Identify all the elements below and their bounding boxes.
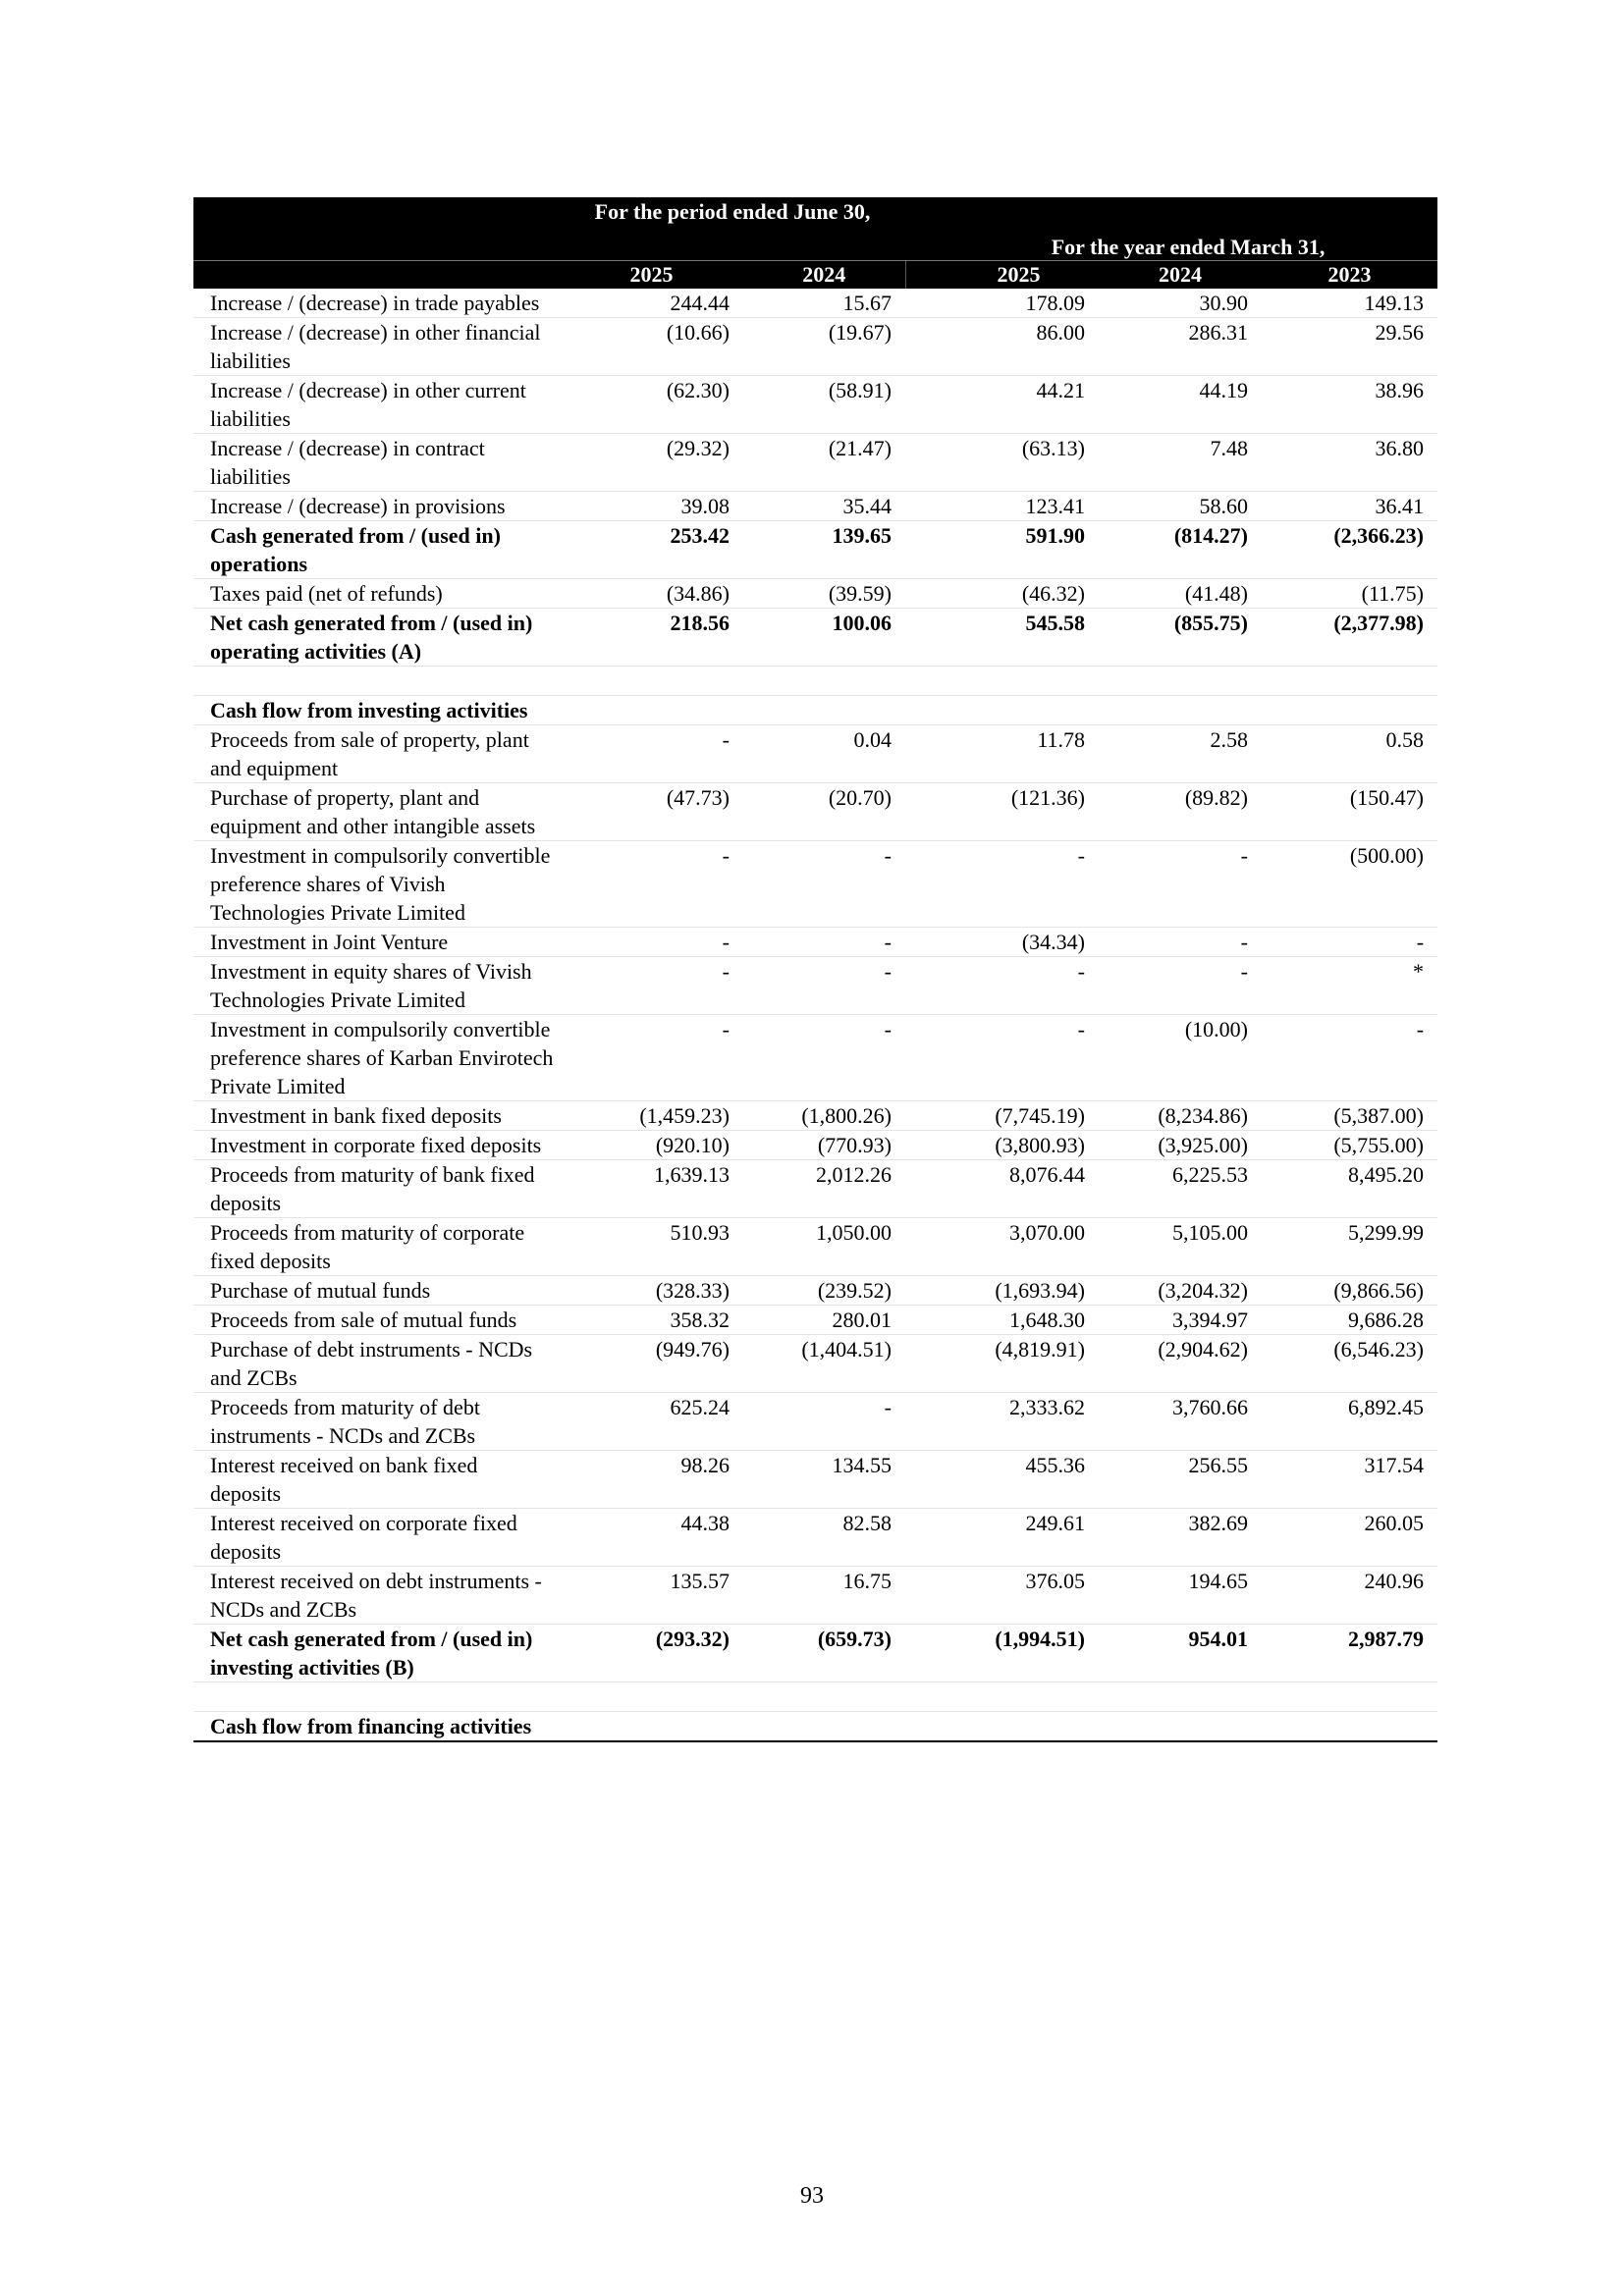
year-header: For the year ended March 31,	[939, 197, 1437, 261]
value-cell: (3,204.32)	[1099, 1276, 1262, 1306]
value-cell: 135.57	[560, 1567, 743, 1625]
value-cell: 123.41	[939, 492, 1099, 521]
row-label: Cash flow from investing activities	[193, 696, 560, 725]
gap-cell	[905, 1160, 939, 1218]
table-row	[193, 1451, 1437, 1509]
value-cell: (41.48)	[1099, 579, 1262, 609]
value-cell: 15.67	[743, 289, 905, 318]
gap-cell	[905, 289, 939, 318]
value-cell: (89.82)	[1099, 783, 1262, 841]
value-cell	[743, 667, 905, 696]
table-row	[193, 1276, 1437, 1306]
value-cell: -	[1099, 928, 1262, 957]
table-row	[193, 1101, 1437, 1131]
row-label: Cash flow from financing activities	[193, 1712, 560, 1742]
value-cell: 5,105.00	[1099, 1218, 1262, 1276]
table-row	[193, 928, 1437, 957]
gap-cell	[905, 609, 939, 667]
gap-cell	[905, 783, 939, 841]
value-cell: (39.59)	[743, 579, 905, 609]
value-cell: 1,639.13	[560, 1160, 743, 1218]
value-cell: -	[743, 841, 905, 928]
value-cell: 244.44	[560, 289, 743, 318]
value-cell: 358.32	[560, 1306, 743, 1335]
value-cell: 286.31	[1099, 318, 1262, 376]
table-row	[193, 1218, 1437, 1276]
column-header: 2024	[1099, 261, 1262, 290]
value-cell: 3,394.97	[1099, 1306, 1262, 1335]
value-cell: 5,299.99	[1262, 1218, 1437, 1276]
table-row	[193, 1567, 1437, 1625]
table-row	[193, 1682, 1437, 1712]
value-cell: (2,366.23)	[1262, 521, 1437, 579]
table-row	[193, 783, 1437, 841]
row-label: Increase / (decrease) in other financial liabilities	[193, 318, 560, 376]
column-header: 2025	[560, 261, 743, 290]
row-label	[193, 1682, 560, 1712]
value-cell: (46.32)	[939, 579, 1099, 609]
value-cell: 139.65	[743, 521, 905, 579]
gap-cell	[905, 1131, 939, 1160]
table-row	[193, 1131, 1437, 1160]
table-row	[193, 841, 1437, 928]
value-cell: -	[1262, 1015, 1437, 1101]
value-cell: (58.91)	[743, 376, 905, 434]
value-cell: 625.24	[560, 1393, 743, 1451]
gap-cell	[905, 1218, 939, 1276]
value-cell: (20.70)	[743, 783, 905, 841]
table-row	[193, 1160, 1437, 1218]
row-label: Purchase of mutual funds	[193, 1276, 560, 1306]
value-cell: 16.75	[743, 1567, 905, 1625]
value-cell: -	[560, 841, 743, 928]
value-cell: (814.27)	[1099, 521, 1262, 579]
value-cell: -	[939, 841, 1099, 928]
value-cell: 260.05	[1262, 1509, 1437, 1567]
value-cell: 35.44	[743, 492, 905, 521]
value-cell: (8,234.86)	[1099, 1101, 1262, 1131]
gap-cell	[905, 1712, 939, 1742]
value-cell: -	[1099, 841, 1262, 928]
column-header: 2025	[939, 261, 1099, 290]
period-header: For the period ended June 30,	[560, 197, 905, 261]
value-cell	[560, 1682, 743, 1712]
value-cell	[1099, 696, 1262, 725]
value-cell	[1262, 667, 1437, 696]
value-cell: (9,866.56)	[1262, 1276, 1437, 1306]
gap-cell	[905, 579, 939, 609]
value-cell	[939, 1682, 1099, 1712]
value-cell: 58.60	[1099, 492, 1262, 521]
value-cell: 253.42	[560, 521, 743, 579]
row-label: Interest received on corporate fixed deposits	[193, 1509, 560, 1567]
row-label: Proceeds from maturity of bank fixed deposits	[193, 1160, 560, 1218]
value-cell: 376.05	[939, 1567, 1099, 1625]
table-row	[193, 1015, 1437, 1101]
value-cell: (1,404.51)	[743, 1335, 905, 1393]
value-cell: 44.38	[560, 1509, 743, 1567]
value-cell: 1,648.30	[939, 1306, 1099, 1335]
value-cell: -	[560, 957, 743, 1015]
gap-cell	[905, 492, 939, 521]
value-cell: 8,495.20	[1262, 1160, 1437, 1218]
gap-cell	[905, 1451, 939, 1509]
value-cell: 256.55	[1099, 1451, 1262, 1509]
row-label	[193, 667, 560, 696]
table-row	[193, 725, 1437, 783]
value-cell: (949.76)	[560, 1335, 743, 1393]
value-cell: (3,800.93)	[939, 1131, 1099, 1160]
value-cell: 218.56	[560, 609, 743, 667]
value-cell: -	[560, 1015, 743, 1101]
value-cell: (1,800.26)	[743, 1101, 905, 1131]
gap-cell	[905, 928, 939, 957]
value-cell: (2,904.62)	[1099, 1335, 1262, 1393]
header-gap	[905, 197, 939, 261]
page-number: 93	[800, 2183, 824, 2209]
value-cell: 240.96	[1262, 1567, 1437, 1625]
gap-cell	[905, 521, 939, 579]
value-cell: 9,686.28	[1262, 1306, 1437, 1335]
table-row	[193, 1335, 1437, 1393]
value-cell: 39.08	[560, 492, 743, 521]
value-cell: (6,546.23)	[1262, 1335, 1437, 1393]
value-cell: 36.41	[1262, 492, 1437, 521]
value-cell: (121.36)	[939, 783, 1099, 841]
row-label: Net cash generated from / (used in) investing activities (B)	[193, 1625, 560, 1682]
value-cell	[743, 1712, 905, 1742]
column-header: 2023	[1262, 261, 1437, 290]
value-cell: -	[939, 957, 1099, 1015]
row-label: Investment in corporate fixed deposits	[193, 1131, 560, 1160]
value-cell: (659.73)	[743, 1625, 905, 1682]
gap-cell	[905, 841, 939, 928]
value-cell: *	[1262, 957, 1437, 1015]
value-cell	[939, 1712, 1099, 1742]
table-row	[193, 1625, 1437, 1682]
gap-cell	[905, 376, 939, 434]
value-cell: (19.67)	[743, 318, 905, 376]
value-cell: -	[743, 957, 905, 1015]
value-cell	[1262, 696, 1437, 725]
gap-cell	[905, 434, 939, 492]
value-cell: 2,333.62	[939, 1393, 1099, 1451]
value-cell: (4,819.91)	[939, 1335, 1099, 1393]
value-cell: 3,760.66	[1099, 1393, 1262, 1451]
row-label: Investment in compulsorily convertible preference shares of Karban Envirotech Private Limited	[193, 1015, 560, 1101]
value-cell: (1,459.23)	[560, 1101, 743, 1131]
value-cell: 382.69	[1099, 1509, 1262, 1567]
table-row	[193, 1509, 1437, 1567]
value-cell: 149.13	[1262, 289, 1437, 318]
table-row	[193, 1393, 1437, 1451]
value-cell: (920.10)	[560, 1131, 743, 1160]
table-row	[193, 957, 1437, 1015]
gap-cell	[905, 1335, 939, 1393]
row-label: Proceeds from sale of mutual funds	[193, 1306, 560, 1335]
value-cell: -	[1099, 957, 1262, 1015]
header-blank	[193, 261, 560, 290]
value-cell: 44.19	[1099, 376, 1262, 434]
value-cell: 11.78	[939, 725, 1099, 783]
value-cell: (5,755.00)	[1262, 1131, 1437, 1160]
value-cell: 98.26	[560, 1451, 743, 1509]
gap-cell	[905, 1306, 939, 1335]
row-label: Taxes paid (net of refunds)	[193, 579, 560, 609]
row-label: Cash generated from / (used in) operations	[193, 521, 560, 579]
value-cell: 36.80	[1262, 434, 1437, 492]
value-cell: 44.21	[939, 376, 1099, 434]
row-label: Interest received on debt instruments - NCDs and ZCBs	[193, 1567, 560, 1625]
value-cell: (239.52)	[743, 1276, 905, 1306]
value-cell: (34.86)	[560, 579, 743, 609]
value-cell: 591.90	[939, 521, 1099, 579]
table-row	[193, 376, 1437, 434]
column-header: 2024	[743, 261, 905, 290]
value-cell: (293.32)	[560, 1625, 743, 1682]
gap-cell	[905, 696, 939, 725]
gap-cell	[905, 1625, 939, 1682]
value-cell: (500.00)	[1262, 841, 1437, 928]
row-label: Proceeds from maturity of corporate fixed deposits	[193, 1218, 560, 1276]
value-cell: 8,076.44	[939, 1160, 1099, 1218]
gap-cell	[905, 725, 939, 783]
value-cell: (47.73)	[560, 783, 743, 841]
row-label: Interest received on bank fixed deposits	[193, 1451, 560, 1509]
row-label: Purchase of property, plant and equipment and other intangible assets	[193, 783, 560, 841]
value-cell: -	[743, 1393, 905, 1451]
table-row	[193, 579, 1437, 609]
value-cell: (21.47)	[743, 434, 905, 492]
value-cell	[560, 1712, 743, 1742]
row-label: Increase / (decrease) in contract liabilities	[193, 434, 560, 492]
value-cell: (855.75)	[1099, 609, 1262, 667]
value-cell: 545.58	[939, 609, 1099, 667]
value-cell: (34.34)	[939, 928, 1099, 957]
row-label: Increase / (decrease) in trade payables	[193, 289, 560, 318]
value-cell: 2.58	[1099, 725, 1262, 783]
value-cell: (29.32)	[560, 434, 743, 492]
value-cell: (10.00)	[1099, 1015, 1262, 1101]
value-cell: -	[939, 1015, 1099, 1101]
row-label: Proceeds from sale of property, plant and equipment	[193, 725, 560, 783]
value-cell: 6,225.53	[1099, 1160, 1262, 1218]
value-cell	[1099, 1682, 1262, 1712]
value-cell	[560, 667, 743, 696]
value-cell: 82.58	[743, 1509, 905, 1567]
value-cell: 38.96	[1262, 376, 1437, 434]
table-row	[193, 696, 1437, 725]
value-cell: 194.65	[1099, 1567, 1262, 1625]
gap-cell	[905, 1393, 939, 1451]
value-cell	[939, 667, 1099, 696]
row-label: Investment in Joint Venture	[193, 928, 560, 957]
header-gap	[905, 261, 939, 290]
gap-cell	[905, 1015, 939, 1101]
value-cell: -	[743, 1015, 905, 1101]
row-label: Increase / (decrease) in other current liabilities	[193, 376, 560, 434]
gap-cell	[905, 1101, 939, 1131]
value-cell: 178.09	[939, 289, 1099, 318]
value-cell: 2,987.79	[1262, 1625, 1437, 1682]
value-cell: (2,377.98)	[1262, 609, 1437, 667]
value-cell	[560, 696, 743, 725]
table-row	[193, 1712, 1437, 1742]
row-label: Purchase of debt instruments - NCDs and ZCBs	[193, 1335, 560, 1393]
value-cell: (7,745.19)	[939, 1101, 1099, 1131]
row-label: Increase / (decrease) in provisions	[193, 492, 560, 521]
value-cell: 954.01	[1099, 1625, 1262, 1682]
value-cell	[939, 696, 1099, 725]
value-cell: -	[560, 928, 743, 957]
table-header	[193, 197, 1437, 289]
value-cell: 30.90	[1099, 289, 1262, 318]
value-cell: 2,012.26	[743, 1160, 905, 1218]
gap-cell	[905, 1509, 939, 1567]
table-row	[193, 609, 1437, 667]
value-cell: (150.47)	[1262, 783, 1437, 841]
value-cell: (62.30)	[560, 376, 743, 434]
table-row	[193, 492, 1437, 521]
value-cell	[1099, 1712, 1262, 1742]
value-cell	[743, 696, 905, 725]
value-cell: 317.54	[1262, 1451, 1437, 1509]
value-cell: 0.58	[1262, 725, 1437, 783]
value-cell: 0.04	[743, 725, 905, 783]
value-cell: -	[1262, 928, 1437, 957]
gap-cell	[905, 667, 939, 696]
value-cell: (11.75)	[1262, 579, 1437, 609]
row-label: Net cash generated from / (used in) operating activities (A)	[193, 609, 560, 667]
value-cell: (63.13)	[939, 434, 1099, 492]
value-cell: 455.36	[939, 1451, 1099, 1509]
row-label: Investment in equity shares of Vivish Technologies Private Limited	[193, 957, 560, 1015]
table-row	[193, 521, 1437, 579]
cash-flow-statement-page	[193, 197, 1437, 1742]
gap-cell	[905, 1276, 939, 1306]
value-cell: 7.48	[1099, 434, 1262, 492]
value-cell: 100.06	[743, 609, 905, 667]
row-label: Proceeds from maturity of debt instruments - NCDs and ZCBs	[193, 1393, 560, 1451]
value-cell: (5,387.00)	[1262, 1101, 1437, 1131]
value-cell: 134.55	[743, 1451, 905, 1509]
cash-flow-table	[193, 197, 1437, 1742]
row-label: Investment in bank fixed deposits	[193, 1101, 560, 1131]
table-row	[193, 318, 1437, 376]
value-cell: 510.93	[560, 1218, 743, 1276]
value-cell: 249.61	[939, 1509, 1099, 1567]
value-cell: 86.00	[939, 318, 1099, 376]
value-cell: (770.93)	[743, 1131, 905, 1160]
gap-cell	[905, 1567, 939, 1625]
table-row	[193, 289, 1437, 318]
value-cell	[1262, 1712, 1437, 1742]
value-cell: -	[560, 725, 743, 783]
value-cell: 1,050.00	[743, 1218, 905, 1276]
value-cell: 6,892.45	[1262, 1393, 1437, 1451]
value-cell: (1,994.51)	[939, 1625, 1099, 1682]
value-cell: (1,693.94)	[939, 1276, 1099, 1306]
value-cell: (3,925.00)	[1099, 1131, 1262, 1160]
header-blank	[193, 197, 560, 261]
value-cell	[743, 1682, 905, 1712]
table-row	[193, 667, 1437, 696]
gap-cell	[905, 957, 939, 1015]
value-cell: (10.66)	[560, 318, 743, 376]
table-body	[193, 289, 1437, 1741]
value-cell: 29.56	[1262, 318, 1437, 376]
value-cell: 280.01	[743, 1306, 905, 1335]
value-cell: -	[743, 928, 905, 957]
gap-cell	[905, 318, 939, 376]
value-cell: (328.33)	[560, 1276, 743, 1306]
table-row	[193, 434, 1437, 492]
value-cell	[1099, 667, 1262, 696]
gap-cell	[905, 1682, 939, 1712]
row-label: Investment in compulsorily convertible preference shares of Vivish Technologies Private Limited	[193, 841, 560, 928]
value-cell: 3,070.00	[939, 1218, 1099, 1276]
value-cell	[1262, 1682, 1437, 1712]
table-row	[193, 1306, 1437, 1335]
